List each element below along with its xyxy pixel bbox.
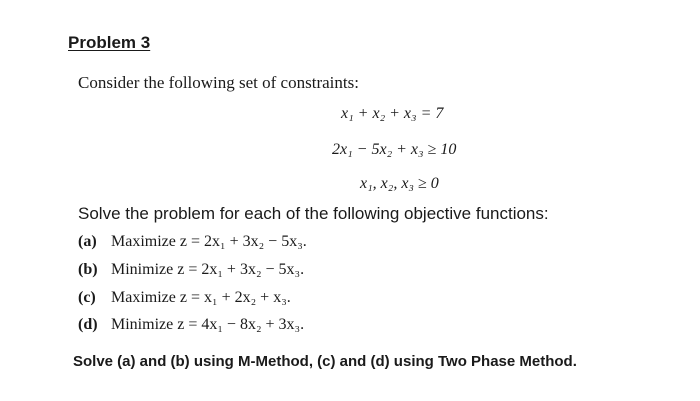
- objective-text: Maximize z = 2x₁ + 3x₂ − 5x₃.: [111, 233, 307, 250]
- objective-label: (d): [78, 316, 98, 333]
- method-note: Solve (a) and (b) using M-Method, (c) and (d) using Two Phase Method.: [73, 353, 577, 370]
- objective-label: (a): [78, 233, 97, 250]
- objective-item-a: [78, 233, 307, 251]
- objective-item-b: [78, 261, 304, 279]
- objective-instruction: Solve the problem for each of the following objective functions:: [78, 204, 549, 223]
- objective-label: (c): [78, 289, 96, 306]
- objective-label: (b): [78, 261, 98, 278]
- objective-text: Minimize z = 4x₁ − 8x₂ + 3x₃.: [111, 316, 305, 333]
- objective-text: Minimize z = 2x₁ + 3x₂ − 5x₃.: [111, 261, 305, 278]
- constraint-inequality: 2x₁ − 5x₂ + x₃ ≥ 10: [332, 141, 457, 158]
- objective-item-c: [78, 289, 291, 307]
- objective-item-d: [78, 316, 304, 334]
- constraints-intro: Consider the following set of constraints:: [78, 73, 359, 92]
- constraint-equality: x₁ + x₂ + x₃ = 7: [341, 105, 444, 122]
- problem-title: Problem 3: [68, 33, 151, 52]
- constraint-nonnegativity: x₁, x₂, x₃ ≥ 0: [360, 175, 439, 192]
- objective-text: Maximize z = x₁ + 2x₂ + x₃.: [111, 289, 291, 306]
